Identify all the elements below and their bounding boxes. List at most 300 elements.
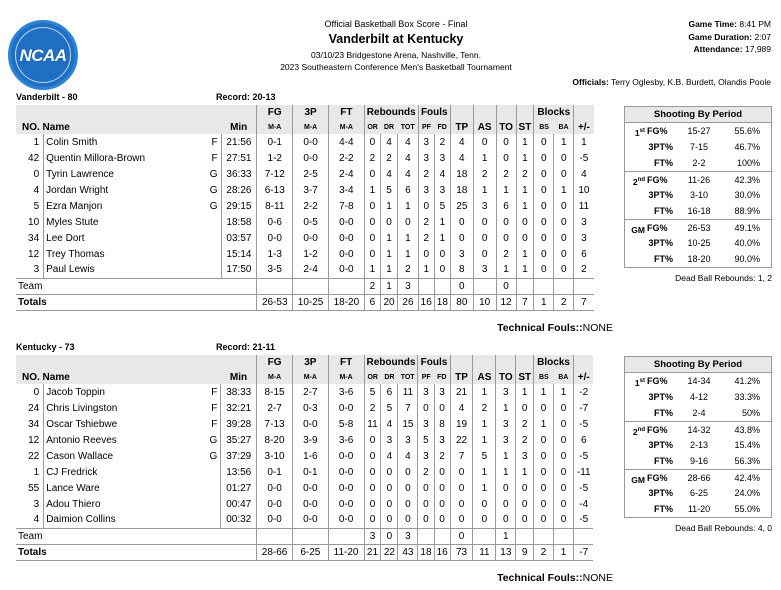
stat-tp: 8 (450, 262, 473, 278)
stat-as: 0 (473, 134, 496, 150)
shooting-row (625, 373, 771, 389)
player-row (16, 230, 613, 246)
stat-tot: 1 (398, 246, 418, 262)
shooting-period (625, 437, 645, 453)
stat-as: 2 (473, 166, 496, 182)
player-name-cell (44, 262, 221, 278)
stat-tp: 18 (450, 166, 473, 182)
stat-dr: 1 (380, 198, 397, 214)
player-number: 0 (33, 168, 40, 180)
shooting-stat-label: 3PT% (648, 142, 673, 152)
shooting-title: Shooting By Period (625, 357, 771, 373)
header-blank (574, 105, 594, 120)
player-name: Daimion Collins (46, 514, 116, 526)
stat-st: 1 (516, 150, 534, 166)
player-position: F (211, 136, 218, 148)
header-blank (496, 355, 516, 370)
col-no-name: NO. Name (16, 370, 221, 384)
shooting-stat-label: FT% (654, 408, 673, 418)
col-blocks: Blocks (534, 355, 574, 370)
stat-bs: 0 (534, 182, 554, 198)
stat-tot: 15 (398, 416, 418, 432)
col-plus-minus: +/- (574, 370, 594, 384)
officials-names: Terry Oglesby, K.B. Burdett, Olandis Poole (611, 77, 771, 87)
stat-fd (434, 528, 450, 544)
shooting-by-period (624, 356, 772, 518)
stat-ba: 1 (554, 182, 574, 198)
player-minutes: 01:27 (221, 480, 257, 496)
stat-tot: 3 (398, 278, 418, 294)
shooting-percentage: 90.0% (734, 254, 760, 264)
shooting-percentage: 30.0% (734, 190, 760, 200)
col-as: AS (473, 370, 496, 384)
stat-tp: 0 (450, 512, 473, 528)
shooting-period (625, 203, 645, 219)
stat-p3 (293, 278, 329, 294)
player-minutes: 39:28 (221, 416, 257, 432)
stat-tp: 18 (450, 182, 473, 198)
stat-st (516, 278, 534, 294)
stat-pf: 3 (418, 448, 434, 464)
stat-ba: 0 (554, 246, 574, 262)
stat-tot: 0 (398, 496, 418, 512)
stat-pf: 1 (418, 262, 434, 278)
stat-to: 2 (496, 246, 516, 262)
total-fg: 28-66 (257, 544, 293, 560)
player-minutes: 36:33 (221, 166, 257, 182)
player-name-cell (44, 512, 221, 528)
stat-bs: 1 (534, 384, 554, 400)
stat-as: 0 (473, 512, 496, 528)
team-row (16, 528, 613, 544)
stat-fd: 3 (434, 432, 450, 448)
shooting-stat-label: FG% (647, 473, 668, 483)
attendance-label: Attendance: (693, 44, 743, 54)
stat-p3: 0-0 (293, 230, 329, 246)
total-p3: 10-25 (293, 294, 329, 310)
stat-p3 (292, 528, 328, 544)
stat-tot: 6 (398, 182, 418, 198)
col-ft: FT (328, 355, 364, 370)
shooting-stat-label: 3PT% (648, 488, 673, 498)
stat-p3: 0-3 (292, 400, 328, 416)
totals-row (16, 294, 613, 310)
stat-or: 0 (364, 230, 380, 246)
shooting-stat-label: 3PT% (648, 392, 673, 402)
col-rebounds: Rebounds (364, 355, 418, 370)
player-row (16, 198, 613, 214)
totals-label: Totals (16, 544, 257, 560)
stat-or: 5 (364, 384, 381, 400)
player-name-cell (44, 448, 221, 464)
stat-ba: 1 (554, 384, 574, 400)
shooting-percentage: 50% (741, 408, 760, 418)
tournament-name: 2023 Southeastern Conference Men's Basketball Tournament (280, 62, 512, 72)
col-ba: BA (554, 120, 574, 134)
stat-tp: 4 (450, 400, 473, 416)
stat-pf (418, 278, 434, 294)
stat-tp: 19 (450, 416, 473, 432)
shooting-percentage: 42.3% (734, 175, 760, 185)
stat-ft (328, 528, 364, 544)
col-3p: 3P (292, 355, 328, 370)
stat-st: 1 (516, 246, 534, 262)
shooting-made-attempted: 2-2 (692, 158, 706, 168)
shooting-made-attempted: 11-20 (687, 504, 711, 514)
col-tp: TP (450, 120, 473, 134)
player-name: Quentin Millora-Brown (46, 152, 146, 164)
stat-tp: 25 (450, 198, 473, 214)
shooting-period (625, 405, 645, 421)
col-plus-minus: +/- (574, 120, 594, 134)
stat-to: 0 (496, 150, 516, 166)
shooting-row (625, 437, 771, 453)
team-record: Record: 20-13 (216, 92, 276, 102)
stat-bs (534, 528, 554, 544)
stat-or: 2 (364, 400, 381, 416)
stat-pf (418, 528, 434, 544)
stat-to: 3 (496, 384, 516, 400)
stat-st: 2 (516, 432, 534, 448)
col-fg: FG (257, 355, 293, 370)
stat-pf: 3 (418, 182, 434, 198)
shooting-made-attempted: 7-15 (689, 142, 708, 152)
player-position: G (209, 200, 218, 212)
col-pf: PF (418, 120, 434, 134)
stat-ba: 0 (554, 214, 574, 230)
player-row (16, 246, 613, 262)
stat-ba: 0 (554, 400, 574, 416)
stat-fg: 2-7 (257, 400, 293, 416)
stat-fd: 0 (434, 512, 450, 528)
stat-or: 0 (364, 480, 381, 496)
shooting-percentage: 56.3% (734, 456, 760, 466)
stat-p3: 2-2 (293, 198, 329, 214)
player-number: 24 (28, 402, 40, 414)
stat-fg: 6-13 (257, 182, 293, 198)
box-score-table (16, 105, 613, 311)
shooting-percentage: 41.2% (734, 376, 760, 386)
stat-p3: 0-5 (293, 214, 329, 230)
total-or: 21 (364, 544, 381, 560)
stat-p3: 0-0 (293, 150, 329, 166)
stat-tp: 0 (450, 214, 473, 230)
stat-or: 0 (364, 512, 381, 528)
stat-fd: 3 (434, 150, 450, 166)
shooting-row (625, 421, 771, 437)
stat-tot: 0 (398, 512, 418, 528)
stat-fd: 3 (434, 384, 450, 400)
technical-fouls (497, 322, 613, 334)
period-suffix: nd (637, 427, 645, 433)
matchup-title: Vanderbilt at Kentucky (328, 32, 464, 46)
player-number: 34 (28, 418, 40, 430)
shooting-made-attempted: 10-25 (687, 238, 711, 248)
stat-pm: -5 (574, 512, 594, 528)
stat-to: 3 (496, 432, 516, 448)
stat-fg: 1-3 (257, 246, 293, 262)
header-blank (473, 105, 496, 120)
stat-dr: 1 (380, 278, 397, 294)
period-number: 2 (632, 176, 638, 187)
logo-text: NCAA (19, 46, 67, 65)
header-blank (516, 105, 534, 120)
player-number: 3 (33, 498, 40, 510)
player-number: 5 (33, 200, 40, 212)
stat-p3: 0-0 (293, 134, 329, 150)
player-row (16, 182, 613, 198)
date-venue: 03/10/23 Bridgestone Arena, Nashville, Tenn. (311, 50, 481, 60)
stat-fg: 8-11 (257, 198, 293, 214)
stat-tot: 1 (398, 230, 418, 246)
stat-or: 2 (364, 278, 380, 294)
player-position: F (211, 402, 218, 414)
stat-fd: 0 (434, 246, 450, 262)
player-row (16, 134, 613, 150)
stat-dr: 0 (381, 464, 398, 480)
stat-to: 1 (496, 448, 516, 464)
stat-ft: 5-8 (328, 416, 364, 432)
col-pf: PF (418, 370, 434, 384)
player-row (16, 480, 613, 496)
player-name-cell (44, 496, 221, 512)
col-fouls: Fouls (418, 105, 450, 120)
stat-pf: 0 (418, 400, 434, 416)
stat-tp: 21 (450, 384, 473, 400)
team-title: Vanderbilt - 80 (16, 92, 78, 102)
shooting-made-attempted: 6-25 (689, 488, 708, 498)
stat-p3: 0-0 (292, 512, 328, 528)
stat-tot: 4 (398, 166, 418, 182)
player-minutes: 00:47 (221, 496, 257, 512)
stat-or: 0 (364, 448, 381, 464)
player-name: Antonio Reeves (46, 434, 117, 446)
stat-tot: 3 (398, 432, 418, 448)
shooting-made-attempted: 14-32 (687, 425, 711, 435)
stat-as: 2 (473, 400, 496, 416)
stat-ba: 0 (554, 448, 574, 464)
officials-label: Officials: (572, 77, 609, 87)
header-blank (450, 355, 473, 370)
stat-as (473, 278, 496, 294)
stat-ba: 0 (554, 230, 574, 246)
col-3p-ma: M-A (293, 120, 329, 134)
col-tot: TOT (398, 120, 418, 134)
shooting-row (625, 453, 771, 469)
player-row (16, 416, 613, 432)
stat-tot: 0 (398, 480, 418, 496)
stat-tot: 2 (398, 262, 418, 278)
duration-label: Game Duration: (688, 31, 753, 42)
dead-ball-rebounds: Dead Ball Rebounds: 1, 2 (675, 273, 772, 283)
player-number: 12 (28, 248, 40, 260)
stat-dr: 4 (381, 448, 398, 464)
stat-fd (434, 278, 450, 294)
stat-fd: 2 (434, 134, 450, 150)
stat-fg: 0-1 (257, 464, 293, 480)
stat-ba (554, 278, 574, 294)
total-tot: 43 (398, 544, 418, 560)
stat-tot: 7 (398, 400, 418, 416)
col-dr: DR (380, 120, 397, 134)
stat-pm: 3 (574, 230, 594, 246)
stat-dr: 4 (380, 134, 397, 150)
shooting-percentage: 49.1% (734, 223, 760, 233)
stat-to: 0 (496, 230, 516, 246)
stat-or: 0 (364, 246, 380, 262)
stat-pm: 4 (574, 166, 594, 182)
stat-or: 1 (364, 262, 380, 278)
stat-to: 0 (496, 214, 516, 230)
col-ft-ma: M-A (328, 120, 364, 134)
stat-st: 1 (516, 134, 534, 150)
stat-pm: -5 (574, 416, 594, 432)
stat-st: 1 (516, 384, 534, 400)
shooting-percentage: 55.6% (734, 126, 760, 136)
col-ba: BA (554, 370, 574, 384)
stat-pm: 6 (574, 246, 594, 262)
shooting-percentage: 100% (736, 158, 760, 168)
shooting-stat-label: FG% (647, 223, 668, 233)
stat-to: 0 (496, 278, 516, 294)
stat-bs (534, 278, 554, 294)
col-3p-ma: M-A (292, 370, 328, 384)
stat-ft: 0-0 (328, 512, 364, 528)
stat-ba: 0 (554, 496, 574, 512)
shooting-period (625, 187, 645, 203)
shooting-row (625, 485, 771, 501)
stat-to: 0 (496, 134, 516, 150)
stat-dr: 1 (380, 262, 397, 278)
player-name: Lance Ware (46, 482, 100, 494)
stat-ba: 0 (554, 464, 574, 480)
stat-fg (257, 528, 293, 544)
player-row (16, 166, 613, 182)
stat-ft: 0-0 (328, 496, 364, 512)
col-blocks: Blocks (534, 105, 574, 120)
player-minutes: 17:50 (221, 262, 257, 278)
player-position: G (209, 434, 218, 446)
stat-ft: 0-0 (328, 246, 364, 262)
shooting-stat-label: FT% (654, 504, 673, 514)
stat-ba: 0 (554, 262, 574, 278)
stat-tp: 7 (450, 448, 473, 464)
stat-ft: 0-0 (328, 400, 364, 416)
stat-ft: 0-0 (328, 480, 364, 496)
player-name: Adou Thiero (46, 498, 101, 510)
player-row (16, 464, 613, 480)
team-record: Record: 21-11 (216, 342, 276, 352)
stat-ft (328, 278, 364, 294)
player-number: 0 (33, 386, 40, 398)
stat-fd: 0 (434, 464, 450, 480)
stat-tp: 3 (450, 246, 473, 262)
stat-pm (574, 278, 594, 294)
stat-or: 0 (364, 496, 381, 512)
player-row (16, 150, 613, 166)
col-bs: BS (534, 370, 554, 384)
stat-as: 1 (473, 182, 496, 198)
stat-ft: 2-2 (328, 150, 364, 166)
stat-fg: 7-13 (257, 416, 293, 432)
player-name-cell (44, 400, 221, 416)
period-number: 1 (634, 127, 640, 138)
stat-pm: 6 (574, 432, 594, 448)
total-to: 12 (496, 294, 516, 310)
stat-dr: 0 (381, 528, 398, 544)
stat-tp: 0 (450, 278, 473, 294)
stat-p3: 3-9 (292, 432, 328, 448)
stat-ft: 7-8 (328, 198, 364, 214)
stat-or: 1 (364, 182, 380, 198)
stat-st: 0 (516, 512, 534, 528)
game-time-label: Game Time: (688, 19, 737, 29)
shooting-period (625, 485, 645, 501)
player-name: Lee Dort (46, 232, 85, 244)
stat-dr: 0 (381, 512, 398, 528)
stat-p3: 2-7 (292, 384, 328, 400)
shooting-title: Shooting By Period (625, 107, 771, 123)
stat-fg: 1-2 (257, 150, 293, 166)
player-number: 34 (28, 232, 40, 244)
shooting-stat-label: FT% (654, 254, 673, 264)
stat-p3: 3-7 (293, 182, 329, 198)
player-name-cell (44, 464, 221, 480)
stat-pm: 11 (574, 198, 594, 214)
total-tp: 80 (450, 294, 473, 310)
stat-st: 1 (516, 464, 534, 480)
stat-tp: 0 (450, 230, 473, 246)
shooting-made-attempted: 14-34 (687, 376, 711, 386)
shooting-stat-label: FG% (647, 425, 668, 435)
stat-pf: 5 (418, 432, 434, 448)
box-score-table (16, 355, 613, 561)
stat-to: 6 (496, 198, 516, 214)
stat-ba (554, 528, 574, 544)
stat-tot: 11 (398, 384, 418, 400)
stat-st: 0 (516, 230, 534, 246)
technical-fouls-label: Technical Fouls:: (497, 572, 583, 584)
header-blank (496, 105, 516, 120)
stat-st: 0 (516, 496, 534, 512)
document-title: Official Basketball Box Score - Final (324, 19, 468, 29)
stat-fg: 0-1 (257, 134, 293, 150)
player-name: Jacob Toppin (46, 386, 105, 398)
stat-dr: 0 (380, 214, 397, 230)
stat-p3: 0-0 (292, 416, 328, 432)
game-meta (688, 18, 771, 56)
stat-bs: 0 (534, 166, 554, 182)
stat-to: 0 (496, 480, 516, 496)
stat-or: 0 (364, 464, 381, 480)
player-name-cell (44, 134, 221, 150)
player-position: F (211, 152, 218, 164)
col-min: Min (221, 370, 257, 384)
col-3p: 3P (293, 105, 329, 120)
shooting-stat-label: 3PT% (648, 238, 673, 248)
col-ft-ma: M-A (328, 370, 364, 384)
total-tot: 26 (398, 294, 418, 310)
stat-ft: 0-0 (328, 262, 364, 278)
stat-or: 0 (364, 214, 380, 230)
player-number: 12 (28, 434, 40, 446)
shooting-row (625, 219, 771, 235)
stat-fg: 8-20 (257, 432, 293, 448)
player-name-cell (44, 150, 221, 166)
stat-as: 1 (473, 432, 496, 448)
technical-fouls (497, 572, 613, 584)
shooting-percentage: 40.0% (734, 238, 760, 248)
